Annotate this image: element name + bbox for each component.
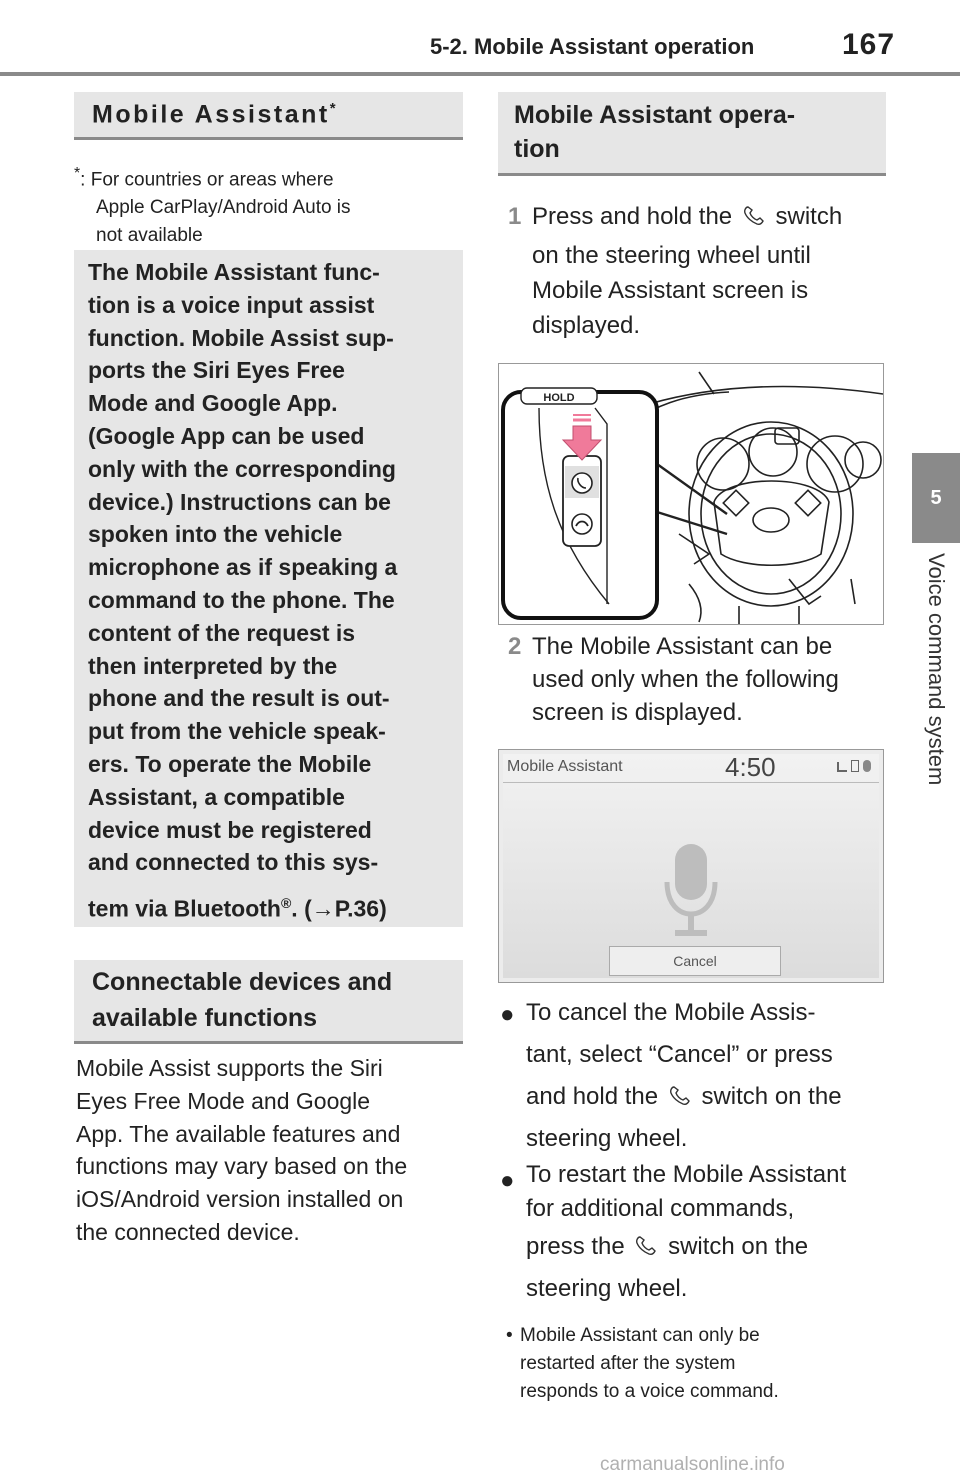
steering-wheel-drawing — [499, 364, 883, 624]
signal-icon — [837, 762, 847, 772]
step-1 — [508, 197, 886, 339]
page-reference-link[interactable]: P.36) — [334, 895, 387, 922]
battery-icon — [851, 760, 859, 772]
intro-line: microphone as if speaking a — [88, 554, 398, 581]
steering-wheel-illustration — [498, 363, 884, 625]
bullet-line: steering wheel. — [526, 1275, 688, 1302]
intro-line: device.) Instructions can be — [88, 488, 391, 515]
phone-icon — [631, 1234, 661, 1256]
screen-title: Mobile Assistant — [507, 758, 623, 775]
body-line: App. The available features and — [76, 1120, 401, 1147]
intro-line: and connected to this sys- — [88, 849, 379, 876]
chapter-tab — [912, 453, 960, 543]
step-line: displayed. — [532, 312, 641, 339]
bullet-line: To cancel the Mobile Assis- — [526, 999, 816, 1026]
step-line: used only when the following — [532, 666, 839, 693]
bullet-text: and hold the — [526, 1083, 659, 1110]
screen-divider — [503, 782, 879, 783]
chapter-title-vertical — [912, 553, 960, 843]
bullet-line: tant, select “Cancel” or press — [526, 1041, 833, 1068]
intro-line: tion is a voice input assist — [88, 291, 375, 318]
small-bullet-icon: • — [506, 1325, 513, 1346]
connectable-body — [76, 1052, 460, 1249]
intro-line: (Google App can be used — [88, 422, 365, 449]
watermark: carmanualsonline.info — [600, 1454, 785, 1475]
phone-icon — [739, 204, 769, 226]
intro-line: Assistant, a compatible — [88, 783, 345, 810]
body-line: Mobile Assist supports the Siri — [76, 1055, 383, 1081]
note-line: responds to a voice command. — [520, 1381, 779, 1402]
step-line: The Mobile Assistant can be — [532, 633, 833, 660]
page-number: 167 — [842, 28, 896, 61]
chapter-title: Voice command system — [924, 553, 949, 786]
bluetooth-icon — [863, 760, 871, 772]
bullet-text: switch on the — [701, 1083, 842, 1110]
body-line: iOS/Android version installed on — [76, 1186, 404, 1213]
intro-panel — [74, 250, 463, 927]
step-line: Mobile Assistant screen is — [532, 277, 809, 304]
step-number: 1 — [508, 203, 522, 230]
bullet-text: press the — [526, 1233, 625, 1260]
intro-text: . ( — [291, 895, 312, 922]
intro-text: tem via Bluetooth — [88, 895, 281, 922]
footnote-line: : For countries or areas where — [80, 169, 334, 191]
step-2 — [508, 630, 886, 726]
screen-surface — [503, 754, 879, 978]
body-line: the connected device. — [76, 1218, 300, 1245]
step-text: switch — [775, 203, 843, 230]
heading-line: tion — [514, 135, 560, 163]
intro-line: content of the request is — [88, 619, 356, 646]
intro-line: put from the vehicle speak- — [88, 718, 386, 745]
step-line — [532, 197, 886, 236]
section-title: 5-2. Mobile Assistant operation — [430, 34, 755, 59]
heading-connectable-devices — [74, 960, 463, 1044]
mobile-assistant-screen — [498, 749, 884, 983]
step-line: screen is displayed. — [532, 699, 743, 726]
microphone-icon — [661, 842, 721, 938]
bullet-line: To restart the Mobile Assistant — [526, 1161, 847, 1188]
header-rule — [0, 72, 960, 76]
footnote-mark: * — [74, 165, 81, 182]
step-number: 2 — [508, 633, 522, 660]
intro-line: phone and the result is out- — [88, 685, 390, 712]
hold-label: HOLD — [543, 392, 575, 404]
screen-clock: 4:50 — [725, 752, 776, 782]
intro-line: The Mobile Assistant func- — [88, 259, 380, 285]
step-text: Press and hold the — [532, 203, 733, 230]
bullet-line: for additional commands, — [526, 1195, 795, 1222]
intro-line: device must be registered — [88, 816, 372, 843]
phone-icon — [665, 1084, 695, 1106]
heading-mobile-assistant — [74, 92, 463, 140]
step-line: on the steering wheel until — [532, 242, 811, 269]
intro-line: then interpreted by the — [88, 652, 338, 679]
footnote — [74, 160, 454, 250]
footnote-line: Apple CarPlay/Android Auto is — [96, 197, 351, 219]
heading-line: Mobile Assistant opera- — [514, 101, 796, 129]
chapter-number: 5 — [930, 486, 942, 509]
arrow-icon: → — [311, 895, 335, 922]
bullet-line — [526, 1076, 886, 1118]
note-line: Mobile Assistant can only be — [520, 1325, 760, 1346]
intro-line: function. Mobile Assist sup- — [88, 324, 394, 351]
heading-line: available functions — [92, 1004, 318, 1032]
intro-line: command to the phone. The — [88, 586, 395, 613]
footnote-marker: * — [329, 100, 336, 117]
heading-line: Connectable devices and — [92, 968, 393, 996]
intro-line: spoken into the vehicle — [88, 521, 343, 548]
bullet-icon: ● — [500, 1001, 515, 1028]
intro-line — [88, 887, 457, 925]
registered-mark: ® — [280, 895, 292, 912]
intro-line: ers. To operate the Mobile — [88, 750, 372, 777]
body-line: functions may vary based on the — [76, 1153, 408, 1180]
bullet-text: switch on the — [668, 1233, 809, 1260]
heading-text: Mobile Assistant — [92, 100, 330, 129]
intro-line: only with the corresponding — [88, 455, 396, 482]
bullet-line: steering wheel. — [526, 1125, 688, 1152]
intro-line: Mode and Google App. — [88, 390, 338, 417]
note-line: restarted after the system — [520, 1353, 736, 1374]
heading-mobile-assistant-operation — [498, 92, 886, 176]
intro-line: ports the Siri Eyes Free — [88, 357, 345, 384]
bullet-line — [526, 1226, 886, 1268]
cancel-button[interactable]: Cancel — [609, 946, 781, 976]
footnote-line: not available — [96, 225, 203, 247]
bullet-icon: ● — [500, 1167, 515, 1194]
body-line: Eyes Free Mode and Google — [76, 1087, 371, 1114]
